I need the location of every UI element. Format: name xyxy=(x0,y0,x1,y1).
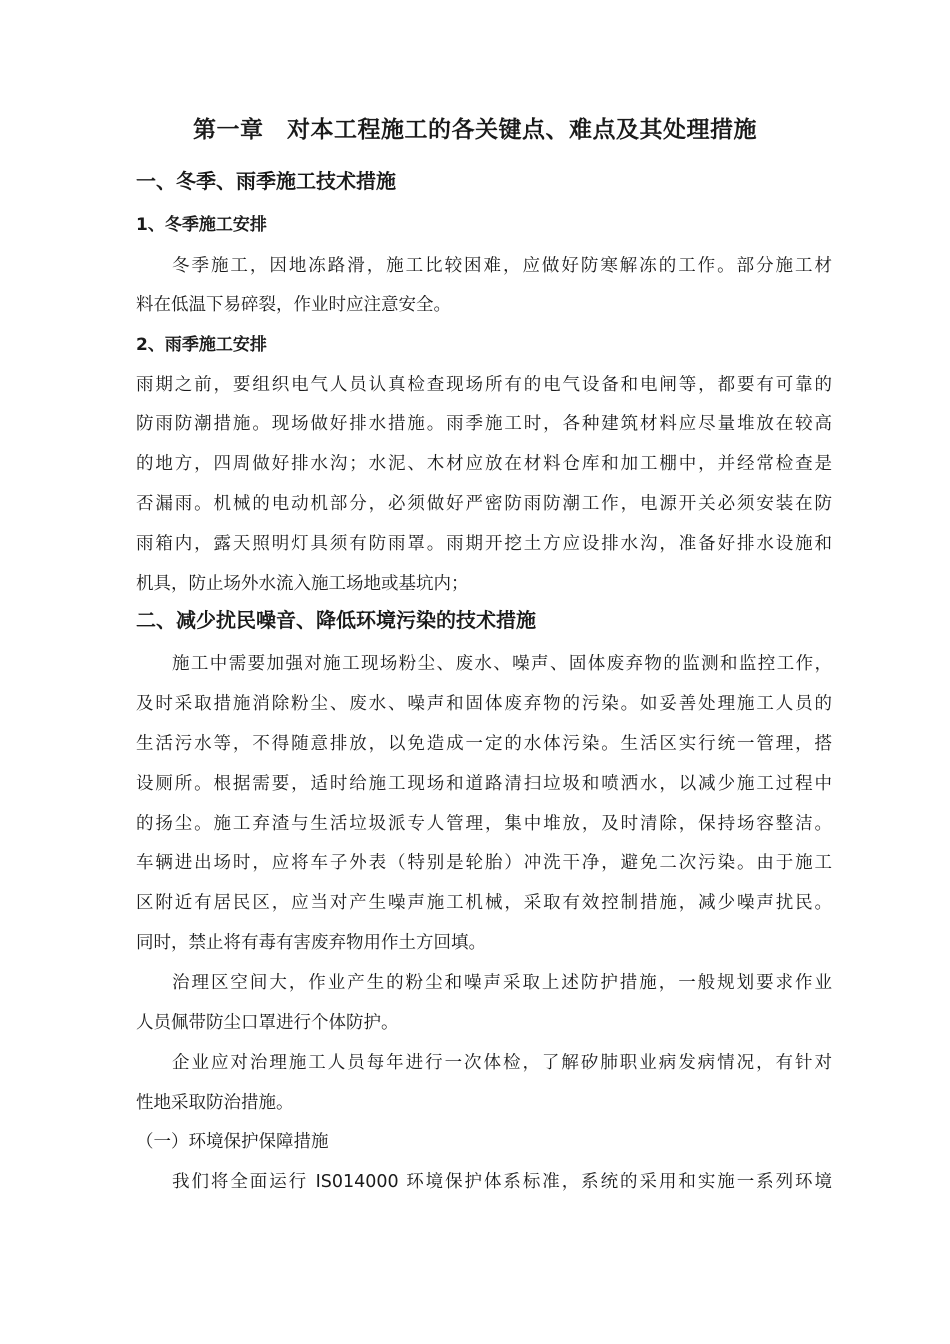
sub-heading-rain: 2、雨季施工安排 xyxy=(136,335,267,355)
paragraph-line: 我们将全面运行 IS014000 环境保护体系标准，系统的采用和实施一系列环境 xyxy=(172,1172,832,1192)
paragraph-line: 同时，禁止将有毒有害废弃物用作土方回填。 xyxy=(136,933,486,953)
paragraph-line: 料在低温下易碎裂，作业时应注意安全。 xyxy=(136,295,451,315)
sub-heading-environment-protection: （一）环境保护保障措施 xyxy=(136,1132,329,1152)
paragraph-line: 设厕所。根据需要，适时给施工现场和道路清扫垃圾和喷洒水，以减少施工过程中 xyxy=(136,774,832,794)
paragraph-line: 区附近有居民区，应当对产生噪声施工机械，采取有效控制措施，减少噪声扰民。 xyxy=(136,893,832,913)
section-heading-noise-pollution: 二、减少扰民噪音、降低环境污染的技术措施 xyxy=(136,608,536,632)
paragraph-line: 治理区空间大，作业产生的粉尘和噪声采取上述防护措施，一般规划要求作业 xyxy=(172,973,832,993)
paragraph-line: 施工中需要加强对施工现场粉尘、废水、噪声、固体废弃物的监测和监控工作， xyxy=(172,654,832,674)
chapter-title: 第一章 对本工程施工的各关键点、难点及其处理措施 xyxy=(193,117,757,143)
paragraph-line: 人员佩带防尘口罩进行个体防护。 xyxy=(136,1013,399,1033)
paragraph-line: 的地方，四周做好排水沟；水泥、木材应放在材料仓库和加工棚中，并经常检查是 xyxy=(136,454,832,474)
paragraph-line: 企业应对治理施工人员每年进行一次体检，了解矽肺职业病发病情况，有针对 xyxy=(172,1053,832,1073)
paragraph-line: 否漏雨。机械的电动机部分，必须做好严密防雨防潮工作，电源开关必须安装在防 xyxy=(136,494,832,514)
sub-heading-winter: 1、冬季施工安排 xyxy=(136,215,267,235)
paragraph-line: 雨期之前，要组织电气人员认真检查现场所有的电气设备和电闸等，都要有可靠的 xyxy=(136,375,832,395)
paragraph-line: 防雨防潮措施。现场做好排水措施。雨季施工时，各种建筑材料应尽量堆放在较高 xyxy=(136,414,832,434)
paragraph-line: 性地采取防治措施。 xyxy=(136,1093,294,1113)
section-heading-winter-rain: 一、冬季、雨季施工技术措施 xyxy=(136,169,396,193)
paragraph-line: 车辆进出场时，应将车子外表（特别是轮胎）冲洗干净，避免二次污染。由于施工 xyxy=(136,853,832,873)
paragraph-line: 生活污水等，不得随意排放，以免造成一定的水体污染。生活区实行统一管理，搭 xyxy=(136,734,832,754)
paragraph-line: 雨箱内，露天照明灯具须有防雨罩。雨期开挖土方应设排水沟，准备好排水设施和 xyxy=(136,534,832,554)
paragraph-line: 冬季施工，因地冻路滑，施工比较困难，应做好防寒解冻的工作。部分施工材 xyxy=(172,256,832,276)
paragraph-line: 机具，防止场外水流入施工场地或基坑内； xyxy=(136,574,469,594)
paragraph-line: 的扬尘。施工弃渣与生活垃圾派专人管理，集中堆放，及时清除，保持场容整洁。 xyxy=(136,814,832,834)
paragraph-line: 及时采取措施消除粉尘、废水、噪声和固体废弃物的污染。如妥善处理施工人员的 xyxy=(136,694,832,714)
